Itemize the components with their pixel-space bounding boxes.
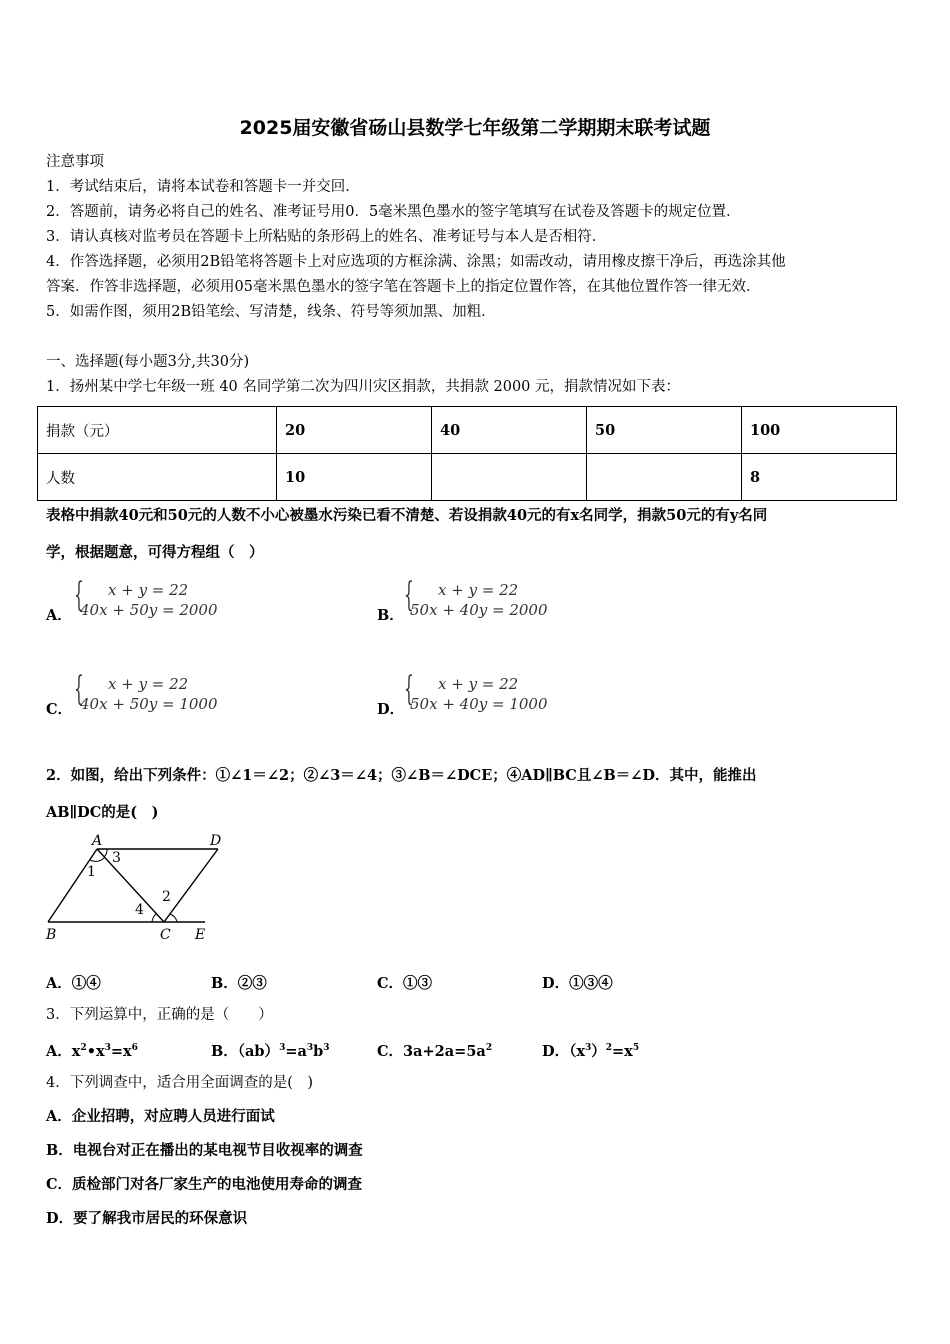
page-title: 2025届安徽省砀山县数学七年级第二学期期末联考试题 xyxy=(239,117,711,139)
equation-row: 40x + 50y = 2000 xyxy=(80,601,218,619)
notice-item: 3．请认真核对监考员在答题卡上所粘贴的条形码上的姓名、准考证号与本人是否相符． xyxy=(46,229,607,245)
table-cell: 捐款（元） xyxy=(38,407,277,454)
option-c-label[interactable]: C． xyxy=(46,701,73,718)
equation-row: x + y = 22 xyxy=(438,581,519,599)
table-cell: 8 xyxy=(742,454,897,501)
angle-label-2: 2 xyxy=(162,889,171,905)
exponent: 3 xyxy=(104,1043,111,1054)
option-label: D． xyxy=(542,1043,570,1060)
table-row xyxy=(38,454,897,501)
equation-row: 40x + 50y = 1000 xyxy=(80,695,218,713)
brace-icon: { xyxy=(404,575,414,615)
notice-item: 2．答题前，请务必将自己的姓名、准考证号用0．5毫米黑色墨水的签字笔填写在试卷及答题卡的规定位置． xyxy=(46,204,741,220)
q4-option-d[interactable]: D．要了解我市居民的环保意识 xyxy=(46,1210,248,1227)
notice-item: 1．考试结束后，请将本试卷和答题卡一并交回． xyxy=(46,179,360,195)
table-cell: 40 xyxy=(432,407,587,454)
q2-option-c[interactable]: C．①③ xyxy=(377,975,433,992)
table-cell: 人数 xyxy=(38,454,277,501)
q1-description: 学，根据题意，可得方程组（ ） xyxy=(46,544,264,561)
donation-table xyxy=(37,406,897,501)
exponent: 3 xyxy=(584,1043,592,1054)
q2-stem: AB∥DC的是( ) xyxy=(46,804,159,821)
option-a-equation xyxy=(74,575,274,624)
equation-row: 50x + 40y = 2000 xyxy=(410,601,548,619)
option-label: B． xyxy=(211,1043,238,1060)
option-d-label[interactable]: D． xyxy=(377,701,405,718)
expr: 3a+2a=5a xyxy=(403,1043,486,1060)
angle-arc-3 xyxy=(104,849,107,857)
q2-stem: 2．如图，给出下列条件：①∠1＝∠2；②∠3＝∠4；③∠B＝∠DCE；④AD∥BC且∠B＝∠D．其中，能推出 xyxy=(46,767,757,784)
q3-stem: 3．下列运算中，正确的是（ ） xyxy=(46,1007,273,1023)
q4-stem: 4．下列调查中，适合用全面调查的是( ) xyxy=(46,1075,314,1091)
q4-option-a[interactable]: A．企业招聘，对应聘人员进行面试 xyxy=(46,1108,275,1125)
table-cell: 20 xyxy=(277,407,432,454)
expr: =x xyxy=(110,1043,132,1060)
expr: =a xyxy=(285,1043,307,1060)
equation-row: x + y = 22 xyxy=(438,675,519,693)
table-row xyxy=(38,407,897,454)
table-cell: 10 xyxy=(277,454,432,501)
q4-option-c[interactable]: C．质检部门对各厂家生产的电池使用寿命的调查 xyxy=(46,1176,363,1193)
q3-option-a[interactable] xyxy=(46,1040,138,1061)
angle-label-1: 1 xyxy=(87,864,96,880)
angle-label-4: 4 xyxy=(135,902,144,918)
q4-option-b[interactable]: B．电视台对正在播出的某电视节目收视率的调查 xyxy=(46,1142,363,1159)
notice-item: 4．作答选择题，必须用2B铅笔将答题卡上对应选项的方框涂满、涂黑；如需改动，请用橡皮擦干净后，再选涂其他 xyxy=(46,254,786,270)
label-e: E xyxy=(195,927,206,943)
expr: （x xyxy=(569,1043,585,1060)
equation-row: 50x + 40y = 1000 xyxy=(410,695,548,713)
exponent: 2 xyxy=(605,1043,613,1054)
q3-option-c[interactable] xyxy=(377,1040,492,1061)
expr: =x xyxy=(612,1043,633,1060)
label-c: C xyxy=(160,927,171,943)
exponent: 5 xyxy=(632,1043,640,1054)
notice-item: 答案．作答非选择题，必须用05毫米黑色墨水的签字笔在答题卡上的指定位置作答，在其他位置作答一律无效． xyxy=(46,279,761,295)
expr: ） xyxy=(591,1043,606,1060)
option-label: C． xyxy=(377,1043,404,1060)
segment-ab xyxy=(48,849,97,922)
section-heading: 一、选择题(每小题3分,共30分) xyxy=(46,354,250,370)
exponent: 2 xyxy=(485,1043,493,1054)
brace-icon: { xyxy=(74,669,84,709)
table-cell xyxy=(587,454,742,501)
q2-option-a[interactable]: A．①④ xyxy=(46,975,101,992)
exponent: 6 xyxy=(131,1043,138,1054)
segment-ac xyxy=(97,849,164,922)
expr: x xyxy=(71,1043,81,1060)
expr: b xyxy=(313,1043,324,1060)
table-cell xyxy=(432,454,587,501)
label-a: A xyxy=(92,833,103,849)
q2-option-d[interactable]: D．①③④ xyxy=(542,975,613,992)
label-b: B xyxy=(46,927,57,943)
notice-item: 5．如需作图，须用2B铅笔绘、写清楚，线条、符号等须加黑、加粗． xyxy=(46,304,496,320)
option-a-label[interactable]: A． xyxy=(46,607,72,624)
option-b-equation xyxy=(404,575,604,624)
q1-description: 表格中捐款40元和50元的人数不小心被墨水污染已看不清楚、若设捐款40元的有x名同学，捐款50元的有y名同 xyxy=(46,507,768,524)
option-label: A． xyxy=(46,1043,72,1060)
option-d-equation xyxy=(404,669,604,718)
exponent: 3 xyxy=(306,1043,314,1054)
angle-arc-1 xyxy=(90,858,104,861)
table-cell: 50 xyxy=(587,407,742,454)
angle-arc-2 xyxy=(170,914,177,922)
brace-icon: { xyxy=(404,669,414,709)
label-d: D xyxy=(210,833,222,849)
q3-option-d[interactable] xyxy=(542,1040,639,1061)
q3-option-b[interactable] xyxy=(211,1040,330,1061)
table-cell: 100 xyxy=(742,407,897,454)
q1-stem: 1．扬州某中学七年级一班 40 名同学第二次为四川灾区捐款，共捐款 2000 元，捐款情况如下表： xyxy=(46,379,681,395)
option-c-equation xyxy=(74,669,274,718)
notice-heading: 注意事项 xyxy=(46,154,104,170)
equation-row: x + y = 22 xyxy=(108,675,189,693)
q2-option-b[interactable]: B．②③ xyxy=(211,975,267,992)
expr: •x xyxy=(86,1043,105,1060)
expr: （ab） xyxy=(237,1043,280,1060)
option-b-label[interactable]: B． xyxy=(377,607,404,624)
parallelogram-figure xyxy=(40,828,230,946)
angle-label-3: 3 xyxy=(112,850,121,866)
segment-dc xyxy=(164,849,218,922)
brace-icon: { xyxy=(74,575,84,615)
exponent: 3 xyxy=(279,1043,286,1054)
equation-row: x + y = 22 xyxy=(108,581,189,599)
exponent: 3 xyxy=(323,1043,330,1054)
exponent: 2 xyxy=(80,1043,87,1054)
